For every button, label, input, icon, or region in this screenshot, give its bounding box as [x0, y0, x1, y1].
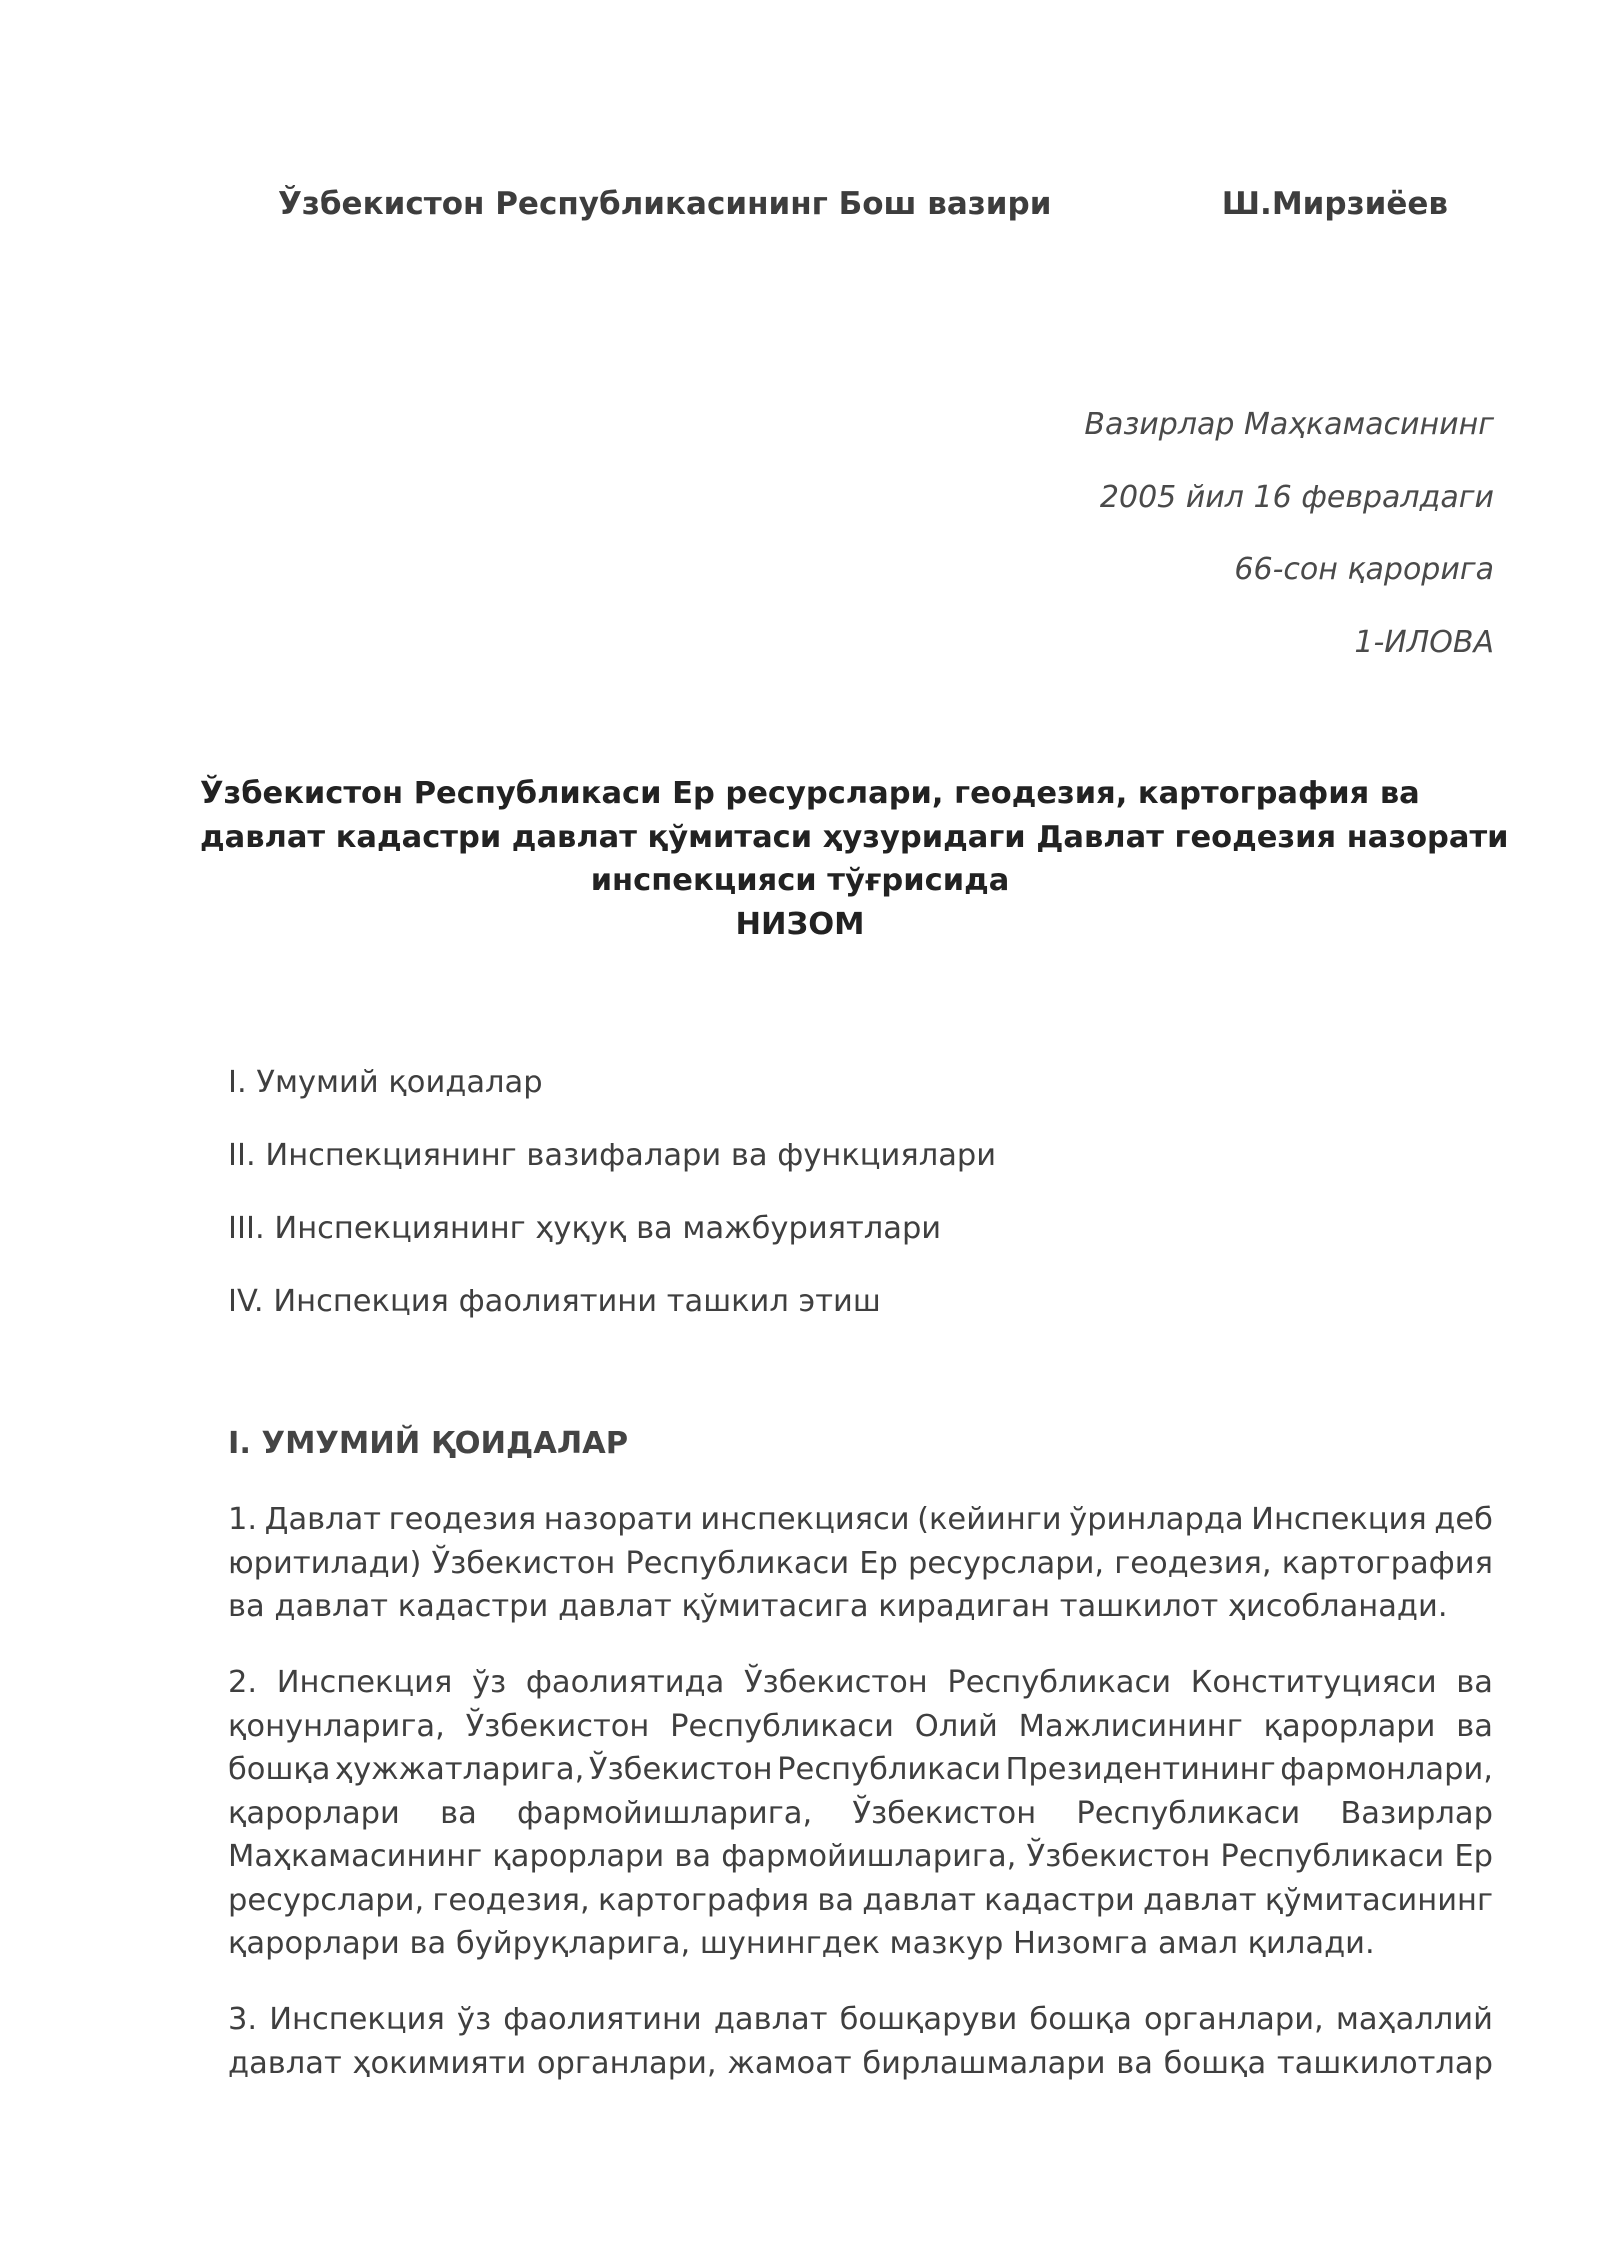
paragraph-line: қарорлари ва буйруқларига, шунингдек мазкур Низомга амал қилади. — [228, 1926, 1375, 1961]
word: Ўзбекистон — [431, 1545, 616, 1581]
word: юритилади) — [228, 1545, 422, 1581]
word: қўмитасининг — [1264, 1882, 1493, 1918]
word: Республикаси — [625, 1545, 850, 1581]
word: бошқа — [228, 1752, 331, 1787]
appendix-line: 2005 йил 16 февралдаги — [1099, 479, 1494, 515]
table-of-contents — [228, 1063, 996, 1355]
appendix-line: 66-сон қарорига — [1234, 552, 1494, 587]
paragraph-line — [228, 1661, 1493, 1705]
document-title — [200, 772, 1509, 946]
word: ва — [440, 1795, 477, 1831]
word: Инспекция — [269, 2002, 445, 2037]
word: бошқа — [1029, 2002, 1132, 2037]
word: назорати — [543, 1502, 693, 1537]
paragraph-line — [228, 1748, 1493, 1792]
word: Республикаси — [1220, 1839, 1445, 1874]
word: қарорлари — [1263, 1708, 1436, 1744]
signatory-title: Ўзбекистон Республикасининг Бош вазири — [278, 186, 1052, 222]
word: ва — [1456, 1665, 1493, 1700]
word: ўз — [456, 2002, 492, 2037]
word: фармонлари, — [1280, 1752, 1493, 1787]
word: 3. — [228, 2002, 258, 2037]
document-title-line: Ўзбекистон Республикаси Ер ресурслари, геодезия, картография ва — [200, 776, 1420, 811]
word: маҳаллий — [1335, 2002, 1493, 2037]
word: давлат — [713, 2002, 828, 2037]
signature-block — [278, 186, 1448, 226]
word: бирлашмалари — [862, 2045, 1106, 2081]
word: 1. — [228, 1502, 258, 1537]
word: Республикаси — [1076, 1795, 1301, 1831]
word: давлат — [862, 1882, 976, 1918]
word: ва — [1116, 2045, 1153, 2081]
word: Ўзбекистон — [1026, 1839, 1211, 1874]
paragraph-2 — [228, 1661, 1493, 1966]
word: ташкилотлар — [1276, 2045, 1493, 2081]
paragraph-line — [228, 1498, 1493, 1542]
word: картография — [597, 1882, 810, 1918]
toc-item: II. Инспекциянинг вазифалари ва функциялари — [228, 1138, 997, 1173]
word: Инспекция — [1251, 1502, 1427, 1537]
word: фармойишларига, — [721, 1839, 1017, 1874]
word: Ўзбекистон — [465, 1708, 650, 1744]
word: ва — [674, 1839, 712, 1874]
word: ҳокимияти — [352, 2045, 527, 2081]
word: Республикаси — [777, 1752, 1001, 1787]
paragraph-line — [228, 1835, 1493, 1879]
word: фаолиятини — [503, 2002, 702, 2037]
word: ресурслари, — [228, 1882, 425, 1918]
paragraph-3 — [228, 1998, 1493, 2085]
word: Республикаси — [947, 1665, 1172, 1700]
word: қарорлари — [228, 1795, 400, 1831]
appendix-reference — [1084, 405, 1494, 695]
word: Республикаси — [670, 1708, 894, 1744]
word: фаолиятида — [525, 1665, 725, 1700]
paragraph-line — [228, 1705, 1493, 1749]
word: ўринларда — [1069, 1502, 1244, 1537]
word: қарорлари — [492, 1839, 665, 1874]
word: геодезия, — [1114, 1545, 1272, 1581]
section-heading: I. УМУМИЙ ҚОИДАЛАР — [228, 1426, 629, 1461]
word: инспекцияси — [700, 1502, 910, 1537]
word: картография — [1281, 1545, 1493, 1581]
word: қонунларига, — [228, 1708, 445, 1744]
document-title-line: инспекцияси тўғрисида — [590, 863, 1010, 898]
word: Президентининг — [1005, 1752, 1276, 1787]
paragraph-line — [228, 1879, 1493, 1923]
word: Вазирлар — [1340, 1795, 1493, 1831]
word: фармойишларига, — [517, 1795, 813, 1831]
word: ва — [817, 1882, 855, 1918]
document-title-line: давлат кадастри давлат қўмитаси ҳузуридаги Давлат геодезия назорати — [200, 819, 1509, 855]
word: Олий — [914, 1708, 998, 1744]
word: ҳужжатларига, — [335, 1752, 585, 1787]
word: ўз — [471, 1665, 507, 1700]
paragraph-line — [228, 1542, 1493, 1586]
toc-item: IV. Инспекция фаолиятини ташкил этиш — [228, 1284, 881, 1319]
word: ва — [1456, 1708, 1493, 1744]
word: Конституцияси — [1190, 1665, 1437, 1700]
appendix-line: 1-ИЛОВА — [1354, 624, 1494, 660]
word: 2. — [228, 1665, 258, 1700]
paragraph-line — [228, 1998, 1493, 2042]
word: Маҳкамасининг — [228, 1839, 483, 1874]
word: органлари, — [536, 2045, 717, 2081]
toc-item: I. Умумий қоидалар — [228, 1065, 543, 1100]
word: Давлат — [264, 1502, 382, 1537]
word: кадастри — [984, 1882, 1135, 1918]
word: геодезия, — [432, 1882, 590, 1918]
word: ресурслари, — [907, 1545, 1105, 1581]
paragraph-line: ва давлат кадастри давлат қўмитасига кирадиган ташкилот ҳисобланади. — [228, 1589, 1448, 1624]
word: бошқаруви — [839, 2002, 1018, 2037]
paragraph-line — [228, 2042, 1493, 2086]
appendix-line: Вазирлар Маҳкамасининг — [1084, 407, 1494, 442]
word: Ер — [859, 1545, 898, 1581]
word: органлари, — [1144, 2002, 1324, 2037]
word: Ер — [1454, 1839, 1493, 1874]
word: бошқа — [1163, 2045, 1267, 2081]
word: геодезия — [388, 1502, 537, 1537]
word: давлат — [228, 2045, 342, 2081]
paragraph-line — [228, 1792, 1493, 1836]
word: давлат — [1142, 1882, 1257, 1918]
word: деб — [1434, 1502, 1493, 1537]
paragraph-1 — [228, 1498, 1493, 1629]
word: Ўзбекистон — [743, 1665, 928, 1700]
word: Ўзбекистон — [588, 1752, 773, 1787]
word: Ўзбекистон — [852, 1795, 1037, 1831]
word: жамоат — [727, 2045, 852, 2081]
toc-item: III. Инспекциянинг ҳуқуқ ва мажбуриятлари — [228, 1211, 942, 1246]
word: (кейинги — [917, 1502, 1062, 1537]
signatory-name: Ш.Мирзиёев — [1221, 186, 1448, 222]
word: Инспекция — [276, 1665, 453, 1700]
document-type-label: НИЗОМ — [735, 906, 865, 942]
word: Мажлисининг — [1018, 1708, 1243, 1744]
